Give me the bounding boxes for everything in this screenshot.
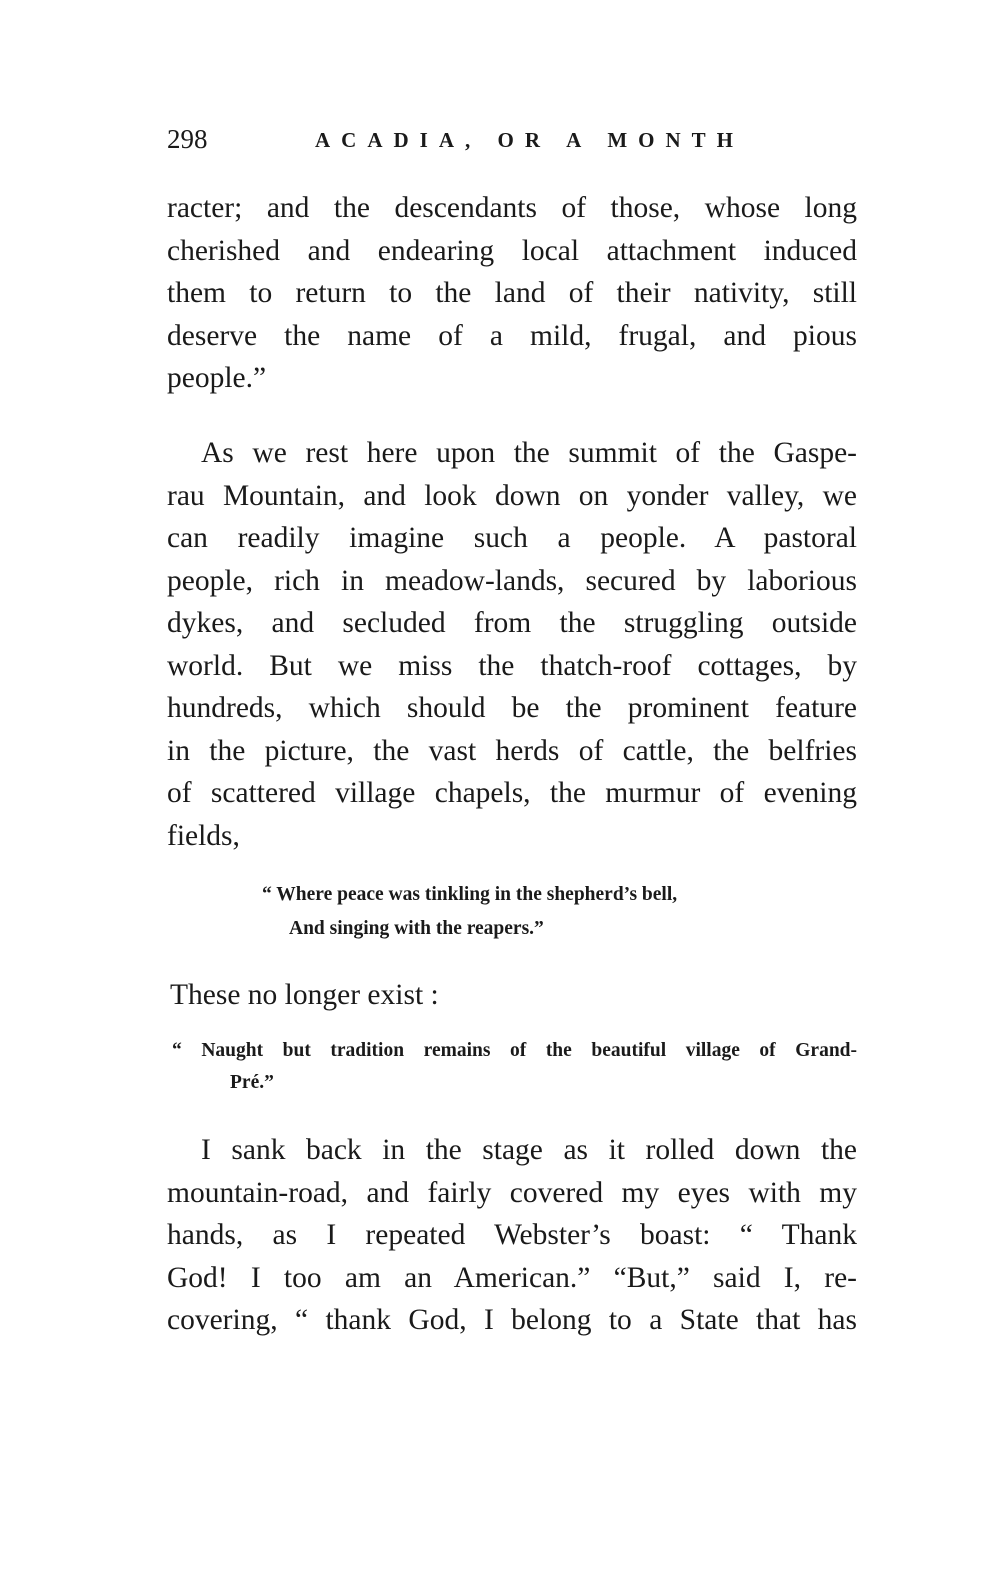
transition-line: These no longer exist : xyxy=(170,979,439,1011)
text-line: hundreds, which should be the prominent feature xyxy=(167,692,857,724)
text-line: dykes, and secluded from the struggling outside xyxy=(167,607,857,639)
text-line: world. But we miss the thatch-roof cottages, by xyxy=(167,650,857,682)
quote-line: Pré.” xyxy=(230,1072,274,1093)
verse-line: “ Where peace was tinkling in the shepherd’s bell, xyxy=(262,884,678,905)
text-line: mountain-road, and fairly covered my eyes with my xyxy=(167,1177,857,1209)
text-line: people, rich in meadow-lands, secured by laborious xyxy=(167,565,857,597)
quote-line: “ Naught but tradition remains of the beautiful village of Grand- xyxy=(172,1040,857,1061)
text-line: As we rest here upon the summit of the Gaspe- xyxy=(201,437,857,469)
text-line: deserve the name of a mild, frugal, and pious xyxy=(167,320,857,352)
page-number: 298 xyxy=(167,124,208,154)
text-line: cherished and endearing local attachment induced xyxy=(167,235,857,267)
text-line: I sank back in the stage as it rolled down the xyxy=(201,1134,857,1166)
verse-line: And singing with the reapers.” xyxy=(289,918,544,939)
text-line: fields, xyxy=(167,820,240,852)
text-line: God! I too am an American.” “But,” said I, re- xyxy=(167,1262,857,1294)
running-head: ACADIA, OR A MONTH xyxy=(315,128,745,152)
text-line: in the picture, the vast herds of cattle, the belfries xyxy=(167,735,857,767)
text-line: of scattered village chapels, the murmur of evening xyxy=(167,777,857,809)
page-header xyxy=(167,124,857,160)
text-line: can readily imagine such a people. A pastoral xyxy=(167,522,857,554)
text-line: rau Mountain, and look down on yonder valley, we xyxy=(167,480,857,512)
text-line: them to return to the land of their nativity, still xyxy=(167,277,857,309)
text-line: covering, “ thank God, I belong to a State that has xyxy=(167,1304,857,1336)
text-line: hands, as I repeated Webster’s boast: “ Thank xyxy=(167,1219,857,1251)
text-line: racter; and the descendants of those, whose long xyxy=(167,192,857,224)
text-line: people.” xyxy=(167,362,267,394)
